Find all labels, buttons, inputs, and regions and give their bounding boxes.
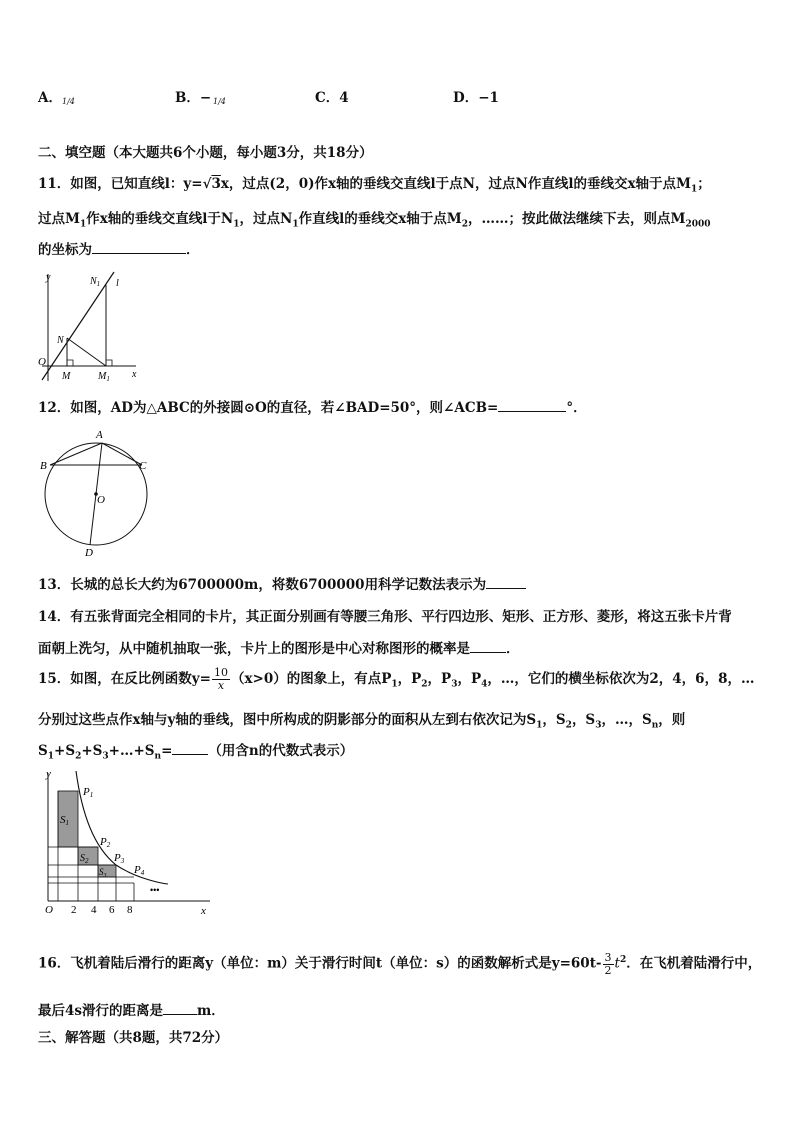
- q11-sqrt-value: 3: [211, 176, 221, 192]
- q11-figure: [38, 264, 148, 386]
- chord-ac: [102, 443, 142, 465]
- label-p4-sub: 4: [140, 869, 145, 877]
- q10-option-a-value: [62, 98, 75, 106]
- label-x: x: [132, 369, 137, 380]
- q15-sub: 4: [481, 679, 488, 690]
- right-angle-mark: [106, 360, 112, 366]
- label-p2-sub: 2: [106, 841, 111, 849]
- q15-sub: n: [651, 720, 659, 731]
- q15-text-part: +…+S: [108, 743, 155, 759]
- label-p1-sub: 1: [89, 791, 94, 799]
- q13-text: [38, 573, 526, 593]
- q15-sub: 3: [451, 679, 458, 690]
- answer-blank: [163, 1014, 197, 1015]
- q11-text: 过点M: [38, 211, 80, 227]
- label-n1-main: N: [90, 276, 97, 287]
- q11-text: ，过点N: [239, 211, 293, 227]
- q15-line3: [38, 739, 353, 762]
- label-p3-main: P: [114, 852, 121, 864]
- fraction-num: 3: [604, 950, 612, 964]
- option-b-fraction: 1/4: [213, 97, 226, 106]
- q16-text-part: ．在飞机着陆滑行中，: [626, 955, 762, 972]
- label-y: y: [46, 768, 51, 780]
- q10-option-d: D．−1: [453, 90, 499, 106]
- tick-label: 8: [127, 904, 133, 916]
- answer-blank: [470, 652, 506, 653]
- q15-line2: [38, 708, 685, 731]
- right-angle-mark: [67, 360, 73, 366]
- q15-figure: [38, 765, 218, 917]
- label-p4-main: P: [134, 864, 141, 876]
- q16-text-part: 最后4s滑行的距离是: [38, 1003, 163, 1019]
- q15-text-part: =: [161, 743, 173, 759]
- label-s2-sub: 2: [85, 857, 89, 865]
- q11-sub: 2: [461, 219, 469, 230]
- label-s1-main: S: [60, 814, 66, 826]
- q12-figure: [38, 422, 158, 560]
- q15-text-part: ，S: [571, 712, 596, 728]
- q15-text-part: S: [38, 743, 48, 759]
- q14-line1: 14．有五张背面完全相同的卡片，其正面分别画有等腰三角形、平行四边形、矩形、正方形、菱形，将这五张卡片背: [38, 609, 732, 625]
- q11-text: 作直线l的垂线交x轴于点M: [298, 211, 462, 227]
- q15-sub: 1: [47, 751, 55, 762]
- q15-text-part: ，…，S: [601, 712, 652, 728]
- q11-text: ．: [186, 242, 200, 258]
- label-m: M: [62, 371, 71, 382]
- label-s1-sub: 1: [65, 819, 69, 827]
- q11-text: x，过点(2，0)作x轴的垂线交直线l于点N，过点N作直线l的垂线交x轴于点M: [220, 176, 691, 192]
- answer-blank: [92, 253, 186, 254]
- q11-text: ；: [697, 176, 711, 192]
- label-p2: [99, 836, 111, 849]
- q15-sub: 2: [565, 720, 572, 731]
- label-s2-main: S: [80, 853, 85, 864]
- q15-text-part: （x>0）的图象上，有点P: [230, 671, 392, 687]
- label-p3-sub: 3: [120, 857, 125, 865]
- q10-option-c: C．4: [315, 90, 349, 106]
- fraction-den: x: [217, 679, 225, 692]
- q11-line3: [38, 238, 200, 258]
- label-n: N: [57, 335, 64, 346]
- label-s3-main: S: [99, 867, 104, 877]
- q11-text: ，……；按此做法继续下去，则点M: [468, 211, 686, 227]
- label-p3: [113, 852, 125, 865]
- q15-text-part: 分别过这些点作x轴与y轴的垂线，图中所构成的阴影部分的面积从左到右依次记为S: [38, 712, 537, 728]
- option-a-fraction: 1/4: [62, 97, 75, 106]
- q15-text-part: ，…，它们的横坐标依次为2，4，6，8，…: [487, 671, 755, 687]
- label-p1: [82, 786, 93, 799]
- tick-label: 4: [91, 904, 97, 916]
- q15-text-part: +S: [81, 743, 103, 759]
- label-m1-sub: 1: [106, 375, 110, 383]
- q15-text-part: +S: [54, 743, 76, 759]
- q15-sub: 3: [595, 720, 602, 731]
- label-d: D: [85, 547, 93, 559]
- label-c: C: [139, 460, 147, 472]
- label-l: l: [116, 278, 119, 289]
- q11-sub: 1: [79, 219, 87, 230]
- q15-text-part: ，P: [457, 671, 482, 687]
- q15-sub: 2: [75, 751, 82, 762]
- tick-label: 6: [109, 904, 115, 916]
- q15-text-part: ，则: [658, 712, 686, 728]
- q10-option-a: [38, 86, 62, 106]
- label-y: y: [46, 272, 51, 283]
- q11-text: 的坐标为: [38, 242, 92, 258]
- q16-exponent: 2: [619, 955, 627, 965]
- q11-sub: 2000: [685, 219, 711, 230]
- label-p1-main: P: [83, 786, 90, 798]
- q12-text-part: 12．如图，AD为△ABC的外接圆⊙O的直径，若∠BAD=50°，则∠ACB=: [38, 400, 499, 416]
- q11-text: 作x轴的垂线交直线l于N: [86, 211, 234, 227]
- q13-text-part: 13．长城的总长大约为6700000m，将数6700000用科学记数法表示为: [38, 577, 487, 593]
- label-n1: [89, 276, 100, 288]
- q11-line2: [38, 207, 711, 230]
- option-a-label: A．: [38, 90, 62, 106]
- label-m1-main: M: [98, 371, 107, 382]
- ellipsis-dots: •••: [150, 885, 160, 895]
- label-m1: [97, 371, 110, 383]
- q15-line1: [38, 662, 754, 702]
- label-b: B: [40, 460, 47, 472]
- label-a: A: [96, 429, 103, 441]
- label-o: O: [45, 904, 53, 916]
- q15-text-part: （用含n的代数式表示）: [208, 743, 354, 759]
- tick-label: 2: [71, 904, 77, 916]
- q15-text-part: ，P: [397, 671, 422, 687]
- q14-text-part: ．: [506, 641, 520, 657]
- q15-sub: 1: [536, 720, 543, 731]
- fraction-num: 10: [213, 666, 228, 680]
- q15-text-part: 15．如图，在反比例函数y=: [38, 671, 211, 687]
- label-o: O: [97, 494, 105, 506]
- q15-text-part: ，S: [542, 712, 566, 728]
- q14-line2: [38, 637, 520, 657]
- q12-text-part: °．: [566, 400, 587, 416]
- q16-var-t: t: [614, 955, 620, 972]
- label-p4: [133, 864, 145, 877]
- q11-sub: 1: [233, 219, 240, 230]
- label-o: O: [38, 356, 46, 368]
- q11-sub: 1: [690, 184, 698, 195]
- answer-blank: [486, 588, 526, 589]
- label-p2-main: P: [100, 836, 107, 848]
- q14-text-part: 面朝上洗匀，从中随机抽取一张，卡片上的图形是中心对称图形的概率是: [38, 641, 470, 657]
- fraction-10-over-x: [212, 667, 230, 691]
- q11-line1: [38, 172, 711, 195]
- label-x: x: [201, 905, 206, 917]
- q11-text: 11．如图，已知直线l：y=: [38, 176, 203, 192]
- fraction-den: 2: [604, 963, 612, 977]
- section2-heading: 二、填空题（本大题共6个小题，每小题3分，共18分）: [38, 145, 373, 161]
- q15-sub: 3: [102, 751, 109, 762]
- q15-sub: 1: [391, 679, 398, 690]
- q16-text-part: m．: [197, 1003, 225, 1019]
- sqrt-symbol: √: [202, 176, 212, 192]
- q15-sub: n: [154, 751, 162, 762]
- label-n1-sub: 1: [96, 280, 101, 288]
- q15-sub: 2: [421, 679, 428, 690]
- q16-text-part: 16．飞机着陆后滑行的距离y（单位：m）关于滑行时间t（单位：s）的函数解析式是y=60t-: [38, 955, 602, 972]
- q16-line2: [38, 999, 225, 1019]
- hyperbola-curve: [76, 771, 168, 884]
- section3-heading: 三、解答题（共8题，共72分）: [38, 1030, 229, 1046]
- q10-option-b-value: [213, 98, 226, 106]
- q12-text: [38, 396, 587, 416]
- q11-sub: 1: [292, 219, 299, 230]
- q16-line1: [38, 940, 761, 984]
- option-b-label: B．−: [175, 90, 212, 106]
- chord-ab: [50, 443, 102, 465]
- answer-blank: [172, 754, 208, 755]
- q10-option-b: [175, 86, 211, 106]
- answer-blank: [498, 411, 566, 412]
- fraction-3-over-2: [603, 952, 614, 976]
- q15-text-part: ，P: [427, 671, 452, 687]
- label-s3-sub: 3: [103, 873, 107, 879]
